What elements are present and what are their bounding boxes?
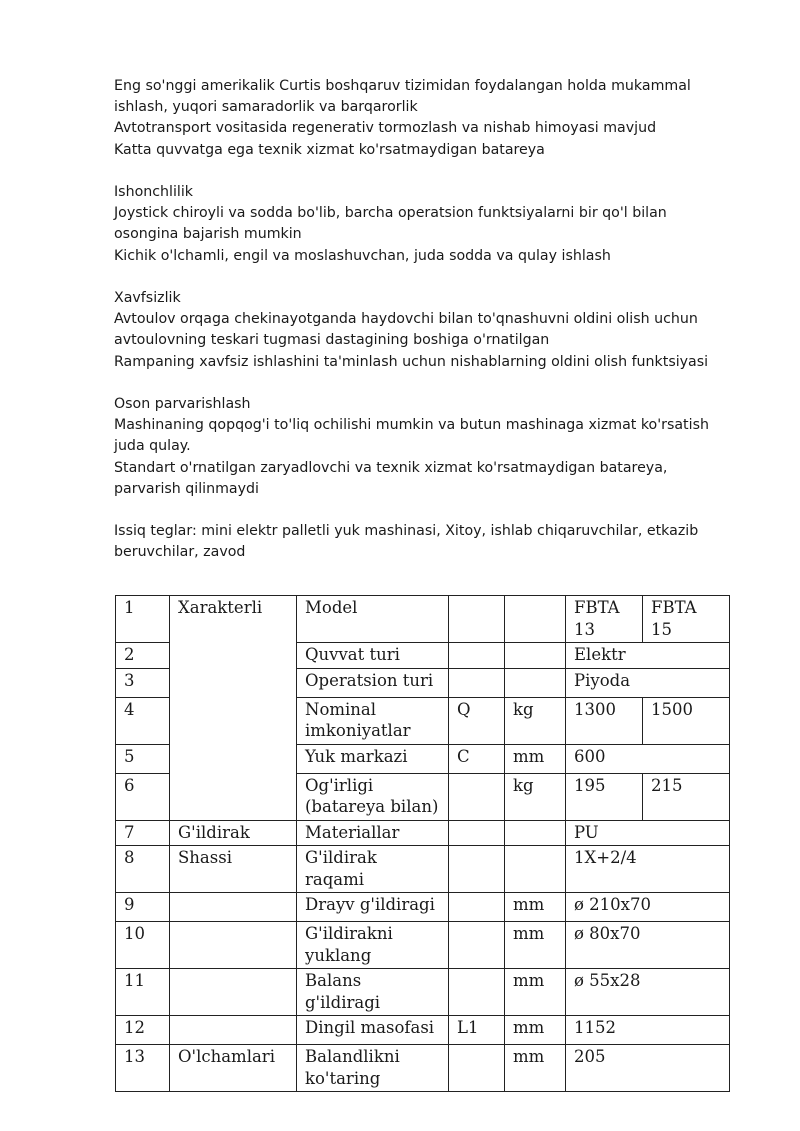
unit-cell: kg <box>505 773 566 820</box>
table-row <box>116 668 730 697</box>
value-cell: 195 <box>566 773 643 820</box>
symbol-cell <box>449 969 505 1016</box>
group-cell <box>170 668 297 697</box>
unit-cell: mm <box>505 922 566 969</box>
unit-cell: kg <box>505 697 566 744</box>
group-cell <box>170 697 297 744</box>
parameter-cell: Yuk markazi <box>297 744 449 773</box>
hot-tags: Issiq teglar: mini elektr palletli yuk mashinasi, Xitoy, ishlab chiqaruvchilar, etkazib beruvchilar, zavod <box>114 523 699 561</box>
table-row <box>116 1045 730 1092</box>
parameter-cell: Quvvat turi <box>297 643 449 669</box>
value-cell: Elektr <box>566 643 730 669</box>
row-number: 11 <box>116 969 170 1016</box>
table-row <box>116 922 730 969</box>
blank-line <box>114 267 734 288</box>
table-row <box>116 643 730 669</box>
paragraph: Mashinaning qopqog'i to'liq ochilishi mumkin va butun mashinaga xizmat ko'rsatish juda qulay. <box>114 417 709 455</box>
parameter-cell: Materiallar <box>297 820 449 846</box>
value-cell: 1152 <box>566 1016 730 1045</box>
paragraph: Joystick chiroyli va sodda bo'lib, barcha operatsion funktsiyalarni bir qo'l bilan osongina bajarish mumkin <box>114 205 667 243</box>
row-number: 2 <box>116 643 170 669</box>
symbol-cell <box>449 773 505 820</box>
value-cell: ø 55x28 <box>566 969 730 1016</box>
paragraph: Eng so'nggi amerikalik Curtis boshqaruv tizimidan foydalangan holda mukammal ishlash, yuqori samaradorlik va barqarorlik <box>114 78 691 116</box>
unit-cell: mm <box>505 1016 566 1045</box>
row-number: 9 <box>116 893 170 922</box>
row-number: 13 <box>116 1045 170 1092</box>
unit-cell <box>505 820 566 846</box>
row-number: 6 <box>116 773 170 820</box>
row-number: 3 <box>116 668 170 697</box>
group-cell <box>170 773 297 820</box>
row-number: 4 <box>116 697 170 744</box>
table-row <box>116 697 730 744</box>
value-cell: 215 <box>643 773 730 820</box>
group-cell <box>170 893 297 922</box>
paragraph: Avtoulov orqaga chekinayotganda haydovchi bilan to'qnashuvni oldini olish uchun avtoulovning teskari tugmasi dastagining boshiga o'rnatilgan <box>114 311 698 349</box>
section-heading: Oson parvarishlash <box>114 396 251 412</box>
value-cell: PU <box>566 820 730 846</box>
symbol-cell <box>449 668 505 697</box>
value-cell: 600 <box>566 744 730 773</box>
paragraph: Avtotransport vositasida regenerativ tormozlash va nishab himoyasi mavjud <box>114 120 657 137</box>
table-row <box>116 1016 730 1045</box>
parameter-cell: G'ildirakni yuklang <box>297 922 449 969</box>
row-number: 7 <box>116 820 170 846</box>
table-row <box>116 893 730 922</box>
section-heading: Ishonchlilik <box>114 184 194 200</box>
symbol-cell <box>449 596 505 643</box>
parameter-cell: Operatsion turi <box>297 668 449 697</box>
group-cell <box>170 643 297 669</box>
row-number: 8 <box>116 846 170 893</box>
unit-cell: mm <box>505 969 566 1016</box>
value-cell: 1300 <box>566 697 643 744</box>
group-cell: Shassi <box>170 846 297 893</box>
symbol-cell: C <box>449 744 505 773</box>
group-cell: G'ildirak <box>170 820 297 846</box>
value-cell: 1500 <box>643 697 730 744</box>
symbol-cell <box>449 922 505 969</box>
group-cell <box>170 744 297 773</box>
blank-line <box>114 373 734 394</box>
symbol-cell: Q <box>449 697 505 744</box>
group-cell: Xarakterli <box>170 596 297 643</box>
symbol-cell <box>449 643 505 669</box>
paragraph: Rampaning xavfsiz ishlashini ta'minlash uchun nishablarning oldini olish funktsiyasi <box>114 353 709 370</box>
paragraph: Kichik o'lchamli, engil va moslashuvchan, juda sodda va qulay ishlash <box>114 247 611 264</box>
table-row <box>116 969 730 1016</box>
symbol-cell <box>449 820 505 846</box>
unit-cell <box>505 668 566 697</box>
row-number: 10 <box>116 922 170 969</box>
unit-cell: mm <box>505 893 566 922</box>
table-row <box>116 744 730 773</box>
symbol-cell: L1 <box>449 1016 505 1045</box>
table-row <box>116 596 730 643</box>
unit-cell <box>505 846 566 893</box>
group-cell <box>170 969 297 1016</box>
group-cell <box>170 922 297 969</box>
parameter-cell: Drayv g'ildiragi <box>297 893 449 922</box>
symbol-cell <box>449 1045 505 1092</box>
parameter-cell: Dingil masofasi <box>297 1016 449 1045</box>
unit-cell <box>505 643 566 669</box>
value-cell: 205 <box>566 1045 730 1092</box>
blank-line <box>114 161 734 182</box>
blank-line <box>114 500 734 521</box>
group-cell <box>170 1016 297 1045</box>
document-body <box>114 76 734 564</box>
unit-cell: mm <box>505 1045 566 1092</box>
parameter-cell: Balandlikni ko'taring <box>297 1045 449 1092</box>
parameter-cell: Og'irligi (batareya bilan) <box>297 773 449 820</box>
row-number: 1 <box>116 596 170 643</box>
value-cell: ø 210x70 <box>566 893 730 922</box>
value-cell: Piyoda <box>566 668 730 697</box>
parameter-cell: Nominal imkoniyatlar <box>297 697 449 744</box>
table-row <box>116 820 730 846</box>
parameter-cell: Model <box>297 596 449 643</box>
spec-table <box>115 595 730 1092</box>
table-row <box>116 846 730 893</box>
section-heading: Xavfsizlik <box>114 290 181 306</box>
unit-cell <box>505 596 566 643</box>
unit-cell: mm <box>505 744 566 773</box>
paragraph: Katta quvvatga ega texnik xizmat ko'rsatmaydigan batareya <box>114 141 545 158</box>
parameter-cell: G'ildirak raqami <box>297 846 449 893</box>
row-number: 5 <box>116 744 170 773</box>
value-cell: FBTA 15 <box>643 596 730 643</box>
value-cell: 1X+2/4 <box>566 846 730 893</box>
symbol-cell <box>449 846 505 893</box>
group-cell: O'lchamlari <box>170 1045 297 1092</box>
table-row <box>116 773 730 820</box>
value-cell: ø 80x70 <box>566 922 730 969</box>
value-cell: FBTA 13 <box>566 596 643 643</box>
row-number: 12 <box>116 1016 170 1045</box>
paragraph: Standart o'rnatilgan zaryadlovchi va texnik xizmat ko'rsatmaydigan batareya, parvarish qilinmaydi <box>114 459 668 497</box>
parameter-cell: Balans g'ildiragi <box>297 969 449 1016</box>
symbol-cell <box>449 893 505 922</box>
